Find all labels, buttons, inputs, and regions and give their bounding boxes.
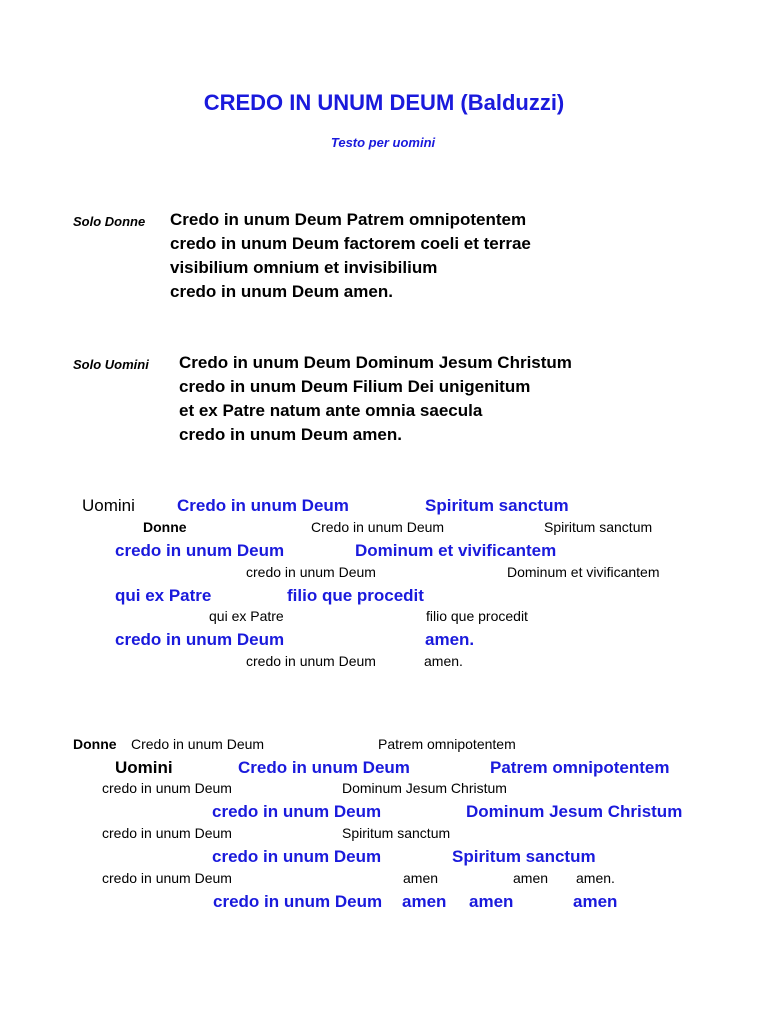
donne-line: Credo in unum Deum <box>311 519 445 535</box>
uomini-line: credo in unum Deum <box>212 847 382 866</box>
donne-line: filio que procedit <box>426 608 528 624</box>
donne-line: Dominum et vivificantem <box>507 564 660 580</box>
donne-line: Patrem omnipotentem <box>378 736 516 752</box>
uomini-line: credo in unum Deum <box>115 630 285 649</box>
verse-line: Credo in unum Deum Patrem omnipotentem <box>170 210 527 229</box>
donne-line: amen. <box>424 653 463 669</box>
uomini-line: Spiritum sanctum <box>452 847 596 866</box>
donne-line: credo in unum Deum <box>102 825 232 841</box>
solo-uomini-label: Solo Uomini <box>73 357 149 372</box>
solo-uomini-verse <box>179 351 572 447</box>
uomini-line: Credo in unum Deum <box>177 496 349 515</box>
donne-line: amen. <box>576 870 615 886</box>
page-title: CREDO IN UNUM DEUM (Balduzzi) <box>203 90 565 115</box>
verse-line: credo in unum Deum amen. <box>179 425 402 444</box>
uomini-line: amen <box>573 892 618 911</box>
uomini-label: Uomini <box>115 758 173 777</box>
uomini-line: qui ex Patre <box>115 586 212 605</box>
donne-line: qui ex Patre <box>209 608 284 624</box>
uomini-line: amen <box>402 892 447 911</box>
uomini-line: credo in unum Deum <box>115 541 285 560</box>
verse-line: credo in unum Deum Filium Dei unigenitum <box>179 377 531 396</box>
uomini-line: Patrem omnipotentem <box>490 758 670 777</box>
uomini-line: credo in unum Deum <box>212 802 382 821</box>
page-subtitle: Testo per uomini <box>330 135 436 150</box>
uomini-line: credo in unum Deum <box>213 892 383 911</box>
uomini-line: filio que procedit <box>287 586 424 605</box>
donne-line: amen <box>513 870 549 886</box>
verse-line: et ex Patre natum ante omnia saecula <box>179 401 483 420</box>
verse-line: Credo in unum Deum Dominum Jesum Christum <box>179 353 572 372</box>
solo-donne-label: Solo Donne <box>73 214 146 229</box>
donne-line: Spiritum sanctum <box>342 825 451 841</box>
uomini-line: amen <box>469 892 514 911</box>
verse-line: credo in unum Deum amen. <box>170 282 393 301</box>
solo-donne-verse <box>170 208 531 304</box>
donne-line: amen <box>403 870 439 886</box>
donne-line: Dominum Jesum Christum <box>342 780 507 796</box>
donne-line: Credo in unum Deum <box>131 736 265 752</box>
uomini-line: Dominum et vivificantem <box>355 541 557 560</box>
uomini-label: Uomini <box>82 496 135 515</box>
donne-line: credo in unum Deum <box>246 564 376 580</box>
donne-label: Donne <box>143 519 187 535</box>
donne-label: Donne <box>73 736 117 752</box>
donne-line: Spiritum sanctum <box>544 519 653 535</box>
donne-line: credo in unum Deum <box>102 870 232 886</box>
uomini-line: Credo in unum Deum <box>238 758 410 777</box>
verse-line: visibilium omnium et invisibilium <box>170 258 438 277</box>
uomini-line: Spiritum sanctum <box>425 496 569 515</box>
uomini-line: amen. <box>425 630 475 649</box>
donne-line: credo in unum Deum <box>246 653 376 669</box>
donne-line: credo in unum Deum <box>102 780 232 796</box>
uomini-line: Dominum Jesum Christum <box>466 802 683 821</box>
verse-line: credo in unum Deum factorem coeli et terrae <box>170 234 531 253</box>
